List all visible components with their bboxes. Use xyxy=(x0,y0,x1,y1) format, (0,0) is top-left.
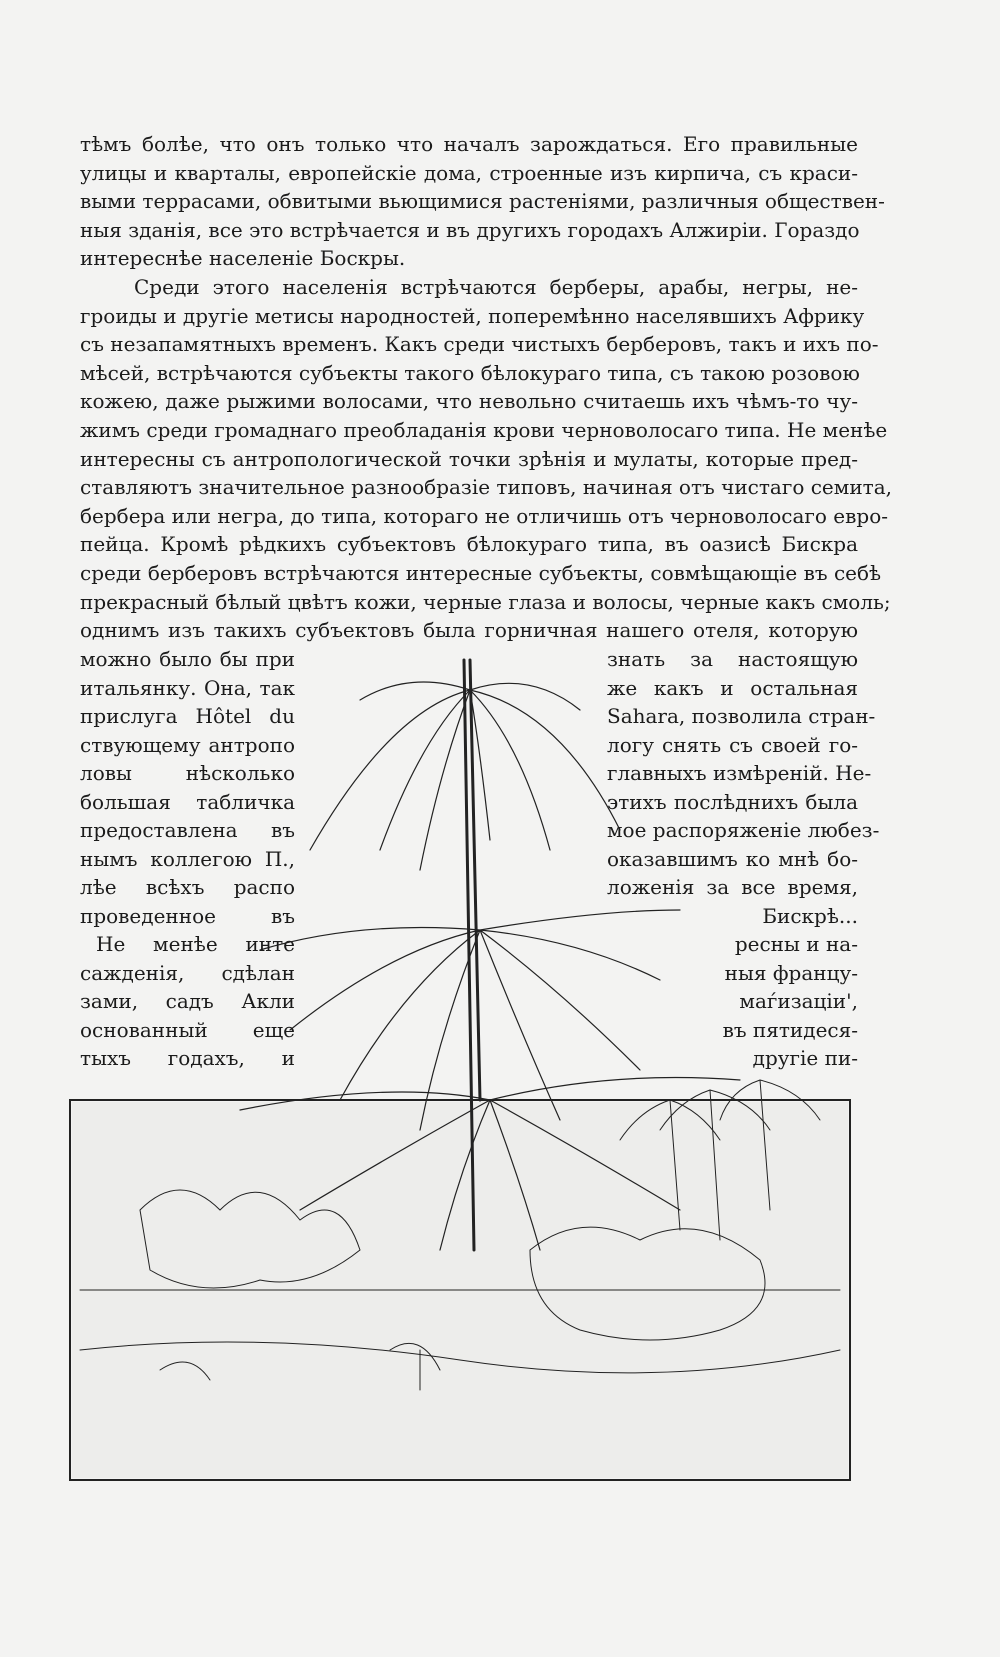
text-line: ставляютъ значительное разнообразіе типовъ, начиная отъ чистаго семита, xyxy=(80,475,892,500)
text-line: ныя францу- xyxy=(724,960,858,985)
body-text-left-column xyxy=(80,645,295,1073)
text-line: Sahara, позволила стран- xyxy=(607,704,876,728)
text-line: лѣе всѣхъ распо xyxy=(80,875,295,899)
text-line: прислуга Hôtel du xyxy=(80,704,295,728)
text-line: знать за настоящую xyxy=(607,647,858,671)
text-line: мѣсей, встрѣчаются субъекты такого бѣлокураго типа, съ такою розовою xyxy=(80,360,860,385)
text-line: главныхъ измѣреній. Не- xyxy=(607,761,872,785)
text-line: Бискрѣ... xyxy=(762,903,858,928)
text-line: интересны съ антропологической точки зрѣнія и мулаты, которые пред- xyxy=(80,446,858,471)
text-line: можно было бы при xyxy=(80,647,295,671)
text-line: основанный еще xyxy=(80,1017,295,1042)
text-line: кожею, даже рыжими волосами, что невольно считаешь ихъ чѣмъ-то чу- xyxy=(80,389,858,414)
text-line: выми террасами, обвитыми вьющимися растеніями, различныя обществен- xyxy=(80,189,885,214)
text-line: сажденія, сдѣлан xyxy=(80,960,295,985)
text-line: этихъ послѣднихъ была xyxy=(607,789,858,814)
text-line: интереснѣе населеніе Боскры. xyxy=(80,246,406,271)
text-line: среди берберовъ встрѣчаются интересные субъекты, совмѣщающіе въ себѣ xyxy=(80,560,882,585)
text-line: нымъ коллегою П., xyxy=(80,846,295,871)
text-line: Среди этого населенія встрѣчаются берберы, арабы, негры, не- xyxy=(134,274,858,299)
text-line: бербера или негра, до типа, котораго не отличишь отъ черноволосаго евро- xyxy=(80,503,888,528)
text-line: предоставлена въ xyxy=(80,818,295,842)
text-line: проведенное въ xyxy=(80,903,295,928)
text-line: пейца. Кромѣ рѣдкихъ субъектовъ бѣлокураго типа, въ оазисѣ Бискра xyxy=(80,532,858,557)
text-line: жимъ среди громаднаго преобладанія крови черноволосаго типа. Не менѣе xyxy=(80,417,888,442)
text-line: однимъ изъ такихъ субъектовъ была горничная нашего отеля, которую xyxy=(80,618,858,643)
text-line: же какъ и остальная xyxy=(607,675,858,700)
text-line: тыхъ годахъ, и xyxy=(80,1046,295,1070)
text-line: маѓизаціи', xyxy=(739,989,858,1013)
text-line: тѣмъ болѣе, что онъ только что началъ зарождаться. Его правильные xyxy=(80,132,858,156)
text-line: прекрасный бѣлый цвѣтъ кожи, черные глаза и волосы, черные какъ смоль; xyxy=(80,589,891,614)
text-line: Не менѣе инте xyxy=(96,932,295,956)
text-line: ложенія за все время, xyxy=(607,875,858,899)
text-line: улицы и кварталы, европейскіе дома, строенные изъ кирпича, съ краси- xyxy=(80,160,858,185)
text-line: въ пятидеся- xyxy=(722,1017,858,1042)
text-line: другіе пи- xyxy=(752,1046,858,1070)
text-line: гроиды и другіе метисы народностей, поперемѣнно населявшихъ Африку xyxy=(80,303,865,328)
text-line: ныя зданія, все это встрѣчается и въ другихъ городахъ Алжиріи. Гораздо xyxy=(80,217,860,242)
text-line: итальянку. Она, так xyxy=(80,675,295,700)
text-line: ствующему антропо xyxy=(80,732,295,757)
text-line: съ незапамятныхъ временъ. Какъ среди чистыхъ берберовъ, такъ и ихъ по- xyxy=(80,332,879,357)
text-line: мое распоряженіе любез- xyxy=(607,818,880,842)
body-text-top xyxy=(80,130,892,645)
text-line: большая табличка xyxy=(80,789,295,814)
body-text-right-column xyxy=(607,645,880,1073)
text-line: логу снять съ своей го- xyxy=(607,732,858,757)
text-line: ловы нѣсколько xyxy=(80,761,295,785)
text-line: ресны и на- xyxy=(734,932,858,956)
text-line: оказавшимъ ко мнѣ бо- xyxy=(607,846,858,871)
text-line: зами, садъ Акли xyxy=(80,989,295,1013)
